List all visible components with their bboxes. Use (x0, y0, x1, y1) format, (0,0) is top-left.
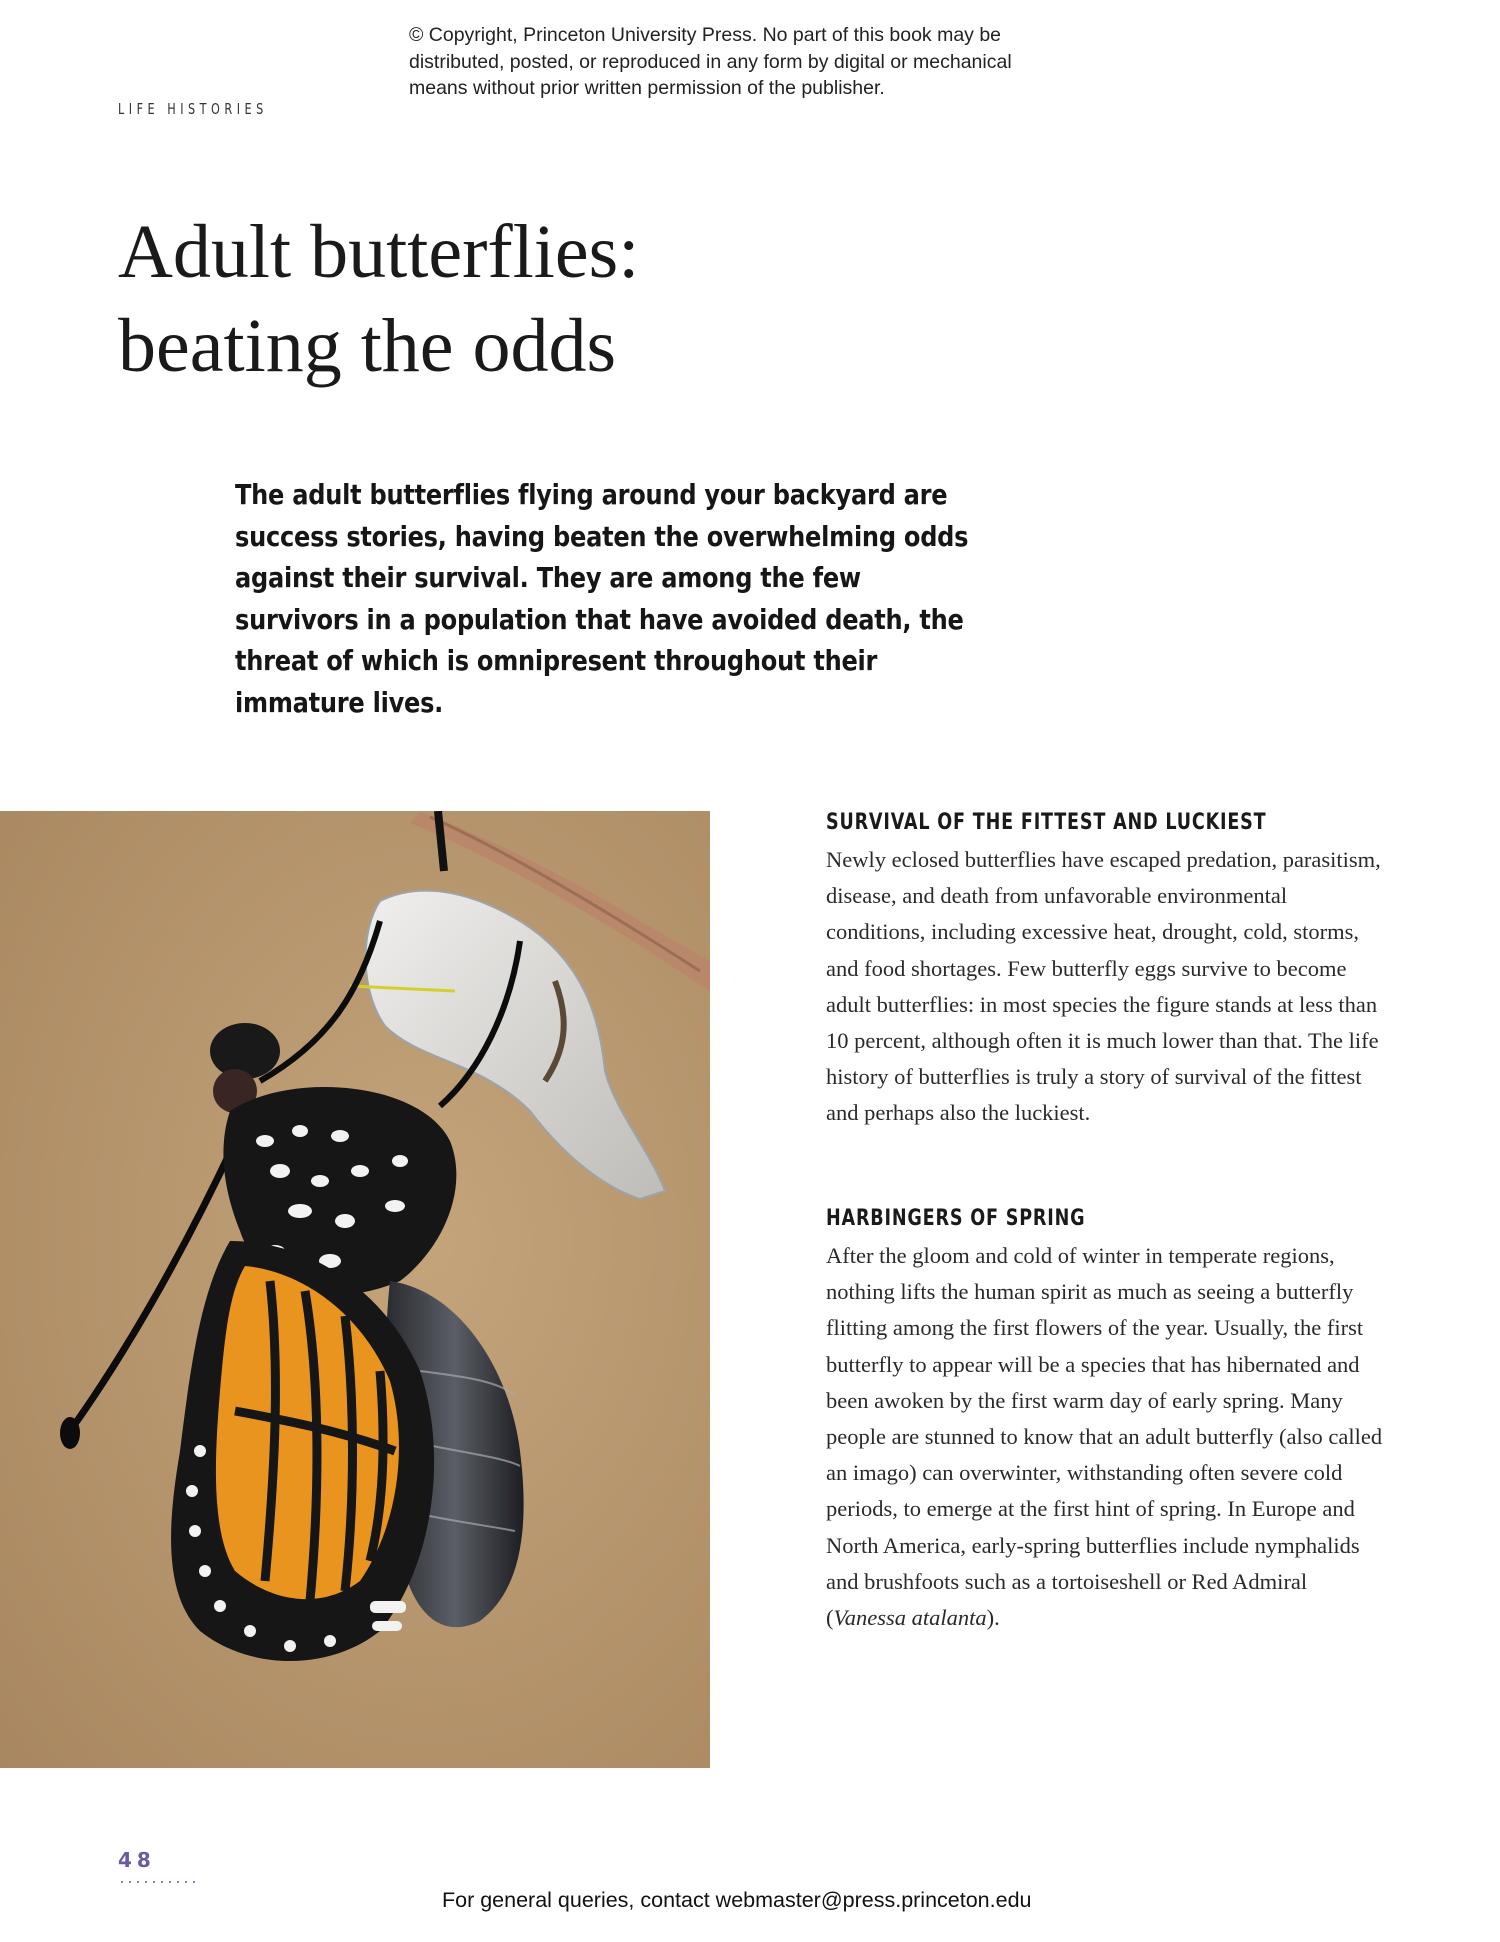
section-body: Newly eclosed butterflies have escaped predation, parasitism, disease, and death from unfavorable environmental conditions, including excessive heat, drought, cold, storms, and food shortages. Few butterfly eggs survive to become adult butterflies: in most species the figure stands at less than 10 percent, although often it is much lower than that. The life history of butterflies is truly a story of survival of the fittest and perhaps also the luckiest. (826, 847, 1381, 1126)
species-name: Vanessa atalanta (833, 1605, 987, 1631)
footer-contact: For general queries, contact webmaster@press.princeton.edu (442, 1888, 1032, 1912)
page-number: 48 (118, 1848, 156, 1872)
page-title (118, 205, 639, 393)
section-harbingers (826, 1206, 1386, 1636)
copyright-line: means without prior written permission of the publisher. (409, 77, 885, 99)
section-heading: SURVIVAL OF THE FITTEST AND LUCKIEST (826, 810, 1267, 835)
running-head: LIFE HISTORIES (118, 100, 268, 118)
copyright-line: © Copyright, Princeton University Press. No part of this book may be (409, 24, 1002, 46)
section-heading: HARBINGERS OF SPRING (826, 1206, 1086, 1231)
title-line-2: beating the odds (118, 304, 617, 388)
section-survival (826, 810, 1386, 1132)
title-line-1: Adult butterflies: (118, 210, 640, 294)
section-body (826, 1238, 1386, 1636)
section-body-text: After the gloom and cold of winter in temperate regions, nothing lifts the human spirit as much as seeing a butterfly flitting among the first flowers of the year. Usually, the first butterfly to appear will be a species that has hibernated and been awoken by the first warm day of early spring. Many people are stunned to know that an adult butterfly (also called an imago) can overwinter, withstanding often severe cold periods, to emerge at the first hint of spring. In Europe and North America, early-spring butterflies include nymphalids and brushfoots such as a tortoiseshell or Red Admiral ( (826, 1243, 1383, 1631)
dotted-rule (118, 1880, 196, 1884)
copyright-line: distributed, posted, or reproduced in any form by digital or mechanical (409, 50, 1012, 73)
butterfly-photo (0, 811, 710, 1768)
lede-paragraph: The adult butterflies flying around your backyard are success stories, having beaten the overwhelming odds against their survival. They are among the few survivors in a population that have avoided death, the threat of which is omnipresent throughout their immature lives. (235, 478, 969, 719)
copyright-notice (409, 22, 1109, 102)
section-body-end: ). (986, 1605, 1000, 1631)
